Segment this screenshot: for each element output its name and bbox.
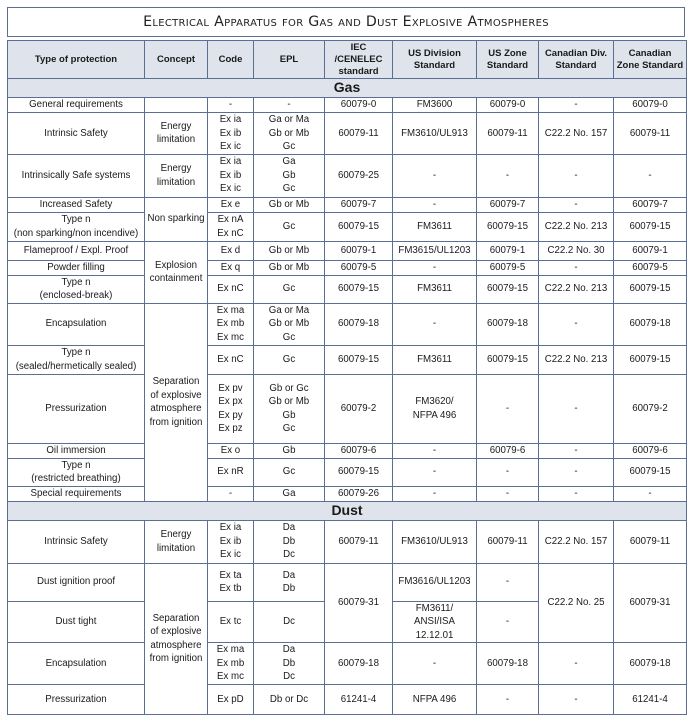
concept-line: of explosive [150,626,202,638]
canadian-zone-cell: 60079-6 [614,443,687,458]
usdiv-line: NFPA 496 [412,409,457,421]
code-line: Ex ib [219,169,242,181]
code-line: Ex ia [219,114,242,125]
epl-line: Gb [282,409,296,421]
protection-type: Flameproof / Expl. Proof [8,241,145,260]
epl-cell: Gc [254,458,325,486]
epl-cell: Gb or Mb [254,197,325,212]
protection-type: Intrinsic Safety [8,113,145,155]
epl-line: Gc [282,141,296,152]
canadian-zone-cell: 60079-15 [614,458,687,486]
protection-type: Intrinsically Safe systems [8,154,145,197]
us-division-cell: - [393,303,477,345]
table-row [8,303,687,345]
canadian-division-cell: - [539,374,614,443]
code-line: Ex px [218,396,243,407]
iec-cell: 60079-15 [325,345,393,374]
code-line: Ex ma [216,644,245,656]
epl-cell [254,113,325,155]
us-zone-cell: 60079-18 [477,643,539,685]
code-line: Ex pv [218,382,243,394]
us-zone-cell: 60079-11 [477,113,539,155]
canadian-division-cell: C22.2 No. 213 [539,212,614,241]
iec-cell: 60079-5 [325,260,393,275]
canadian-zone-cell: 60079-11 [614,520,687,563]
us-division-cell: FM3611 [393,275,477,303]
type-line: (restricted breathing) [31,473,121,484]
concept-line: Energy [160,120,192,132]
canadian-zone-cell: 61241-4 [614,685,687,715]
epl-line: Gb [282,169,296,181]
us-zone-cell: - [477,685,539,715]
table-row [8,443,687,458]
iec-cell: 60079-15 [325,458,393,486]
protection-type: Intrinsic Safety [8,520,145,563]
us-division-cell: - [393,443,477,458]
iec-cell: 60079-25 [325,154,393,197]
section-label: Gas [8,79,687,98]
concept-cell: Non sparking [145,197,208,241]
type-line: (sealed/hermetically sealed) [15,360,137,372]
us-division-cell: NFPA 496 [393,685,477,715]
protection-type: Encapsulation [8,643,145,685]
code-cell: Ex q [208,260,254,275]
code-cell [208,643,254,685]
protection-type [8,345,145,374]
epl-cell [254,303,325,345]
section-gas [8,79,687,98]
canadian-division-cell: - [539,685,614,715]
header-code: Code [208,41,254,79]
usdiv-line: FM3611/ [415,602,454,614]
us-division-cell: FM3600 [393,98,477,113]
code-cell: Ex nC [208,275,254,303]
table-row [8,212,687,241]
iec-cell: 60079-26 [325,486,393,501]
canadian-zone-cell: - [614,486,687,501]
canadian-division-cell: - [539,443,614,458]
us-zone-cell: - [477,374,539,443]
epl-line: Gb or Mb [268,396,310,407]
concept-line: Separation [152,612,200,624]
code-cell [208,154,254,197]
epl-cell: Gc [254,275,325,303]
table-row [8,374,687,443]
protection-type: Dust ignition proof [8,563,145,601]
iec-cell: 60079-1 [325,241,393,260]
epl-cell: Gc [254,345,325,374]
canadian-zone-cell: 60079-31 [614,563,687,643]
epl-cell [254,520,325,563]
code-line: Ex ib [219,127,242,139]
table-row [8,260,687,275]
epl-line: Da [282,569,296,581]
epl-cell: Ga [254,486,325,501]
table-row [8,345,687,374]
us-zone-cell: 60079-0 [477,98,539,113]
canadian-division-cell: C22.2 No. 157 [539,520,614,563]
table-title: Electrical Apparatus for Gas and Dust Explosive Atmospheres [7,7,685,37]
code-cell: Ex o [208,443,254,458]
epl-line: Ga or Ma [268,304,310,316]
concept-line: limitation [156,176,196,188]
code-cell [208,563,254,601]
code-cell: Ex pD [208,685,254,715]
us-division-cell: - [393,643,477,685]
epl-cell [254,154,325,197]
us-zone-cell: 60079-11 [477,520,539,563]
concept-line: from ignition [149,653,203,665]
iec-cell: 60079-18 [325,643,393,685]
code-cell: Ex d [208,241,254,260]
iec-cell: 60079-15 [325,275,393,303]
us-zone-cell: 60079-7 [477,197,539,212]
us-zone-cell: 60079-15 [477,212,539,241]
concept-line: Energy [160,529,192,540]
concept-line: of explosive [150,389,202,401]
concept-line: limitation [156,542,196,554]
type-line: Type n [61,214,91,225]
canadian-zone-cell: 60079-11 [614,113,687,155]
header-epl: EPL [254,41,325,79]
us-zone-cell: 60079-18 [477,303,539,345]
usdiv-line: ANSI/ISA 12.12.01 [414,616,455,641]
epl-cell [254,374,325,443]
iec-cell: 60079-0 [325,98,393,113]
protection-type: General requirements [8,98,145,113]
code-line: Ex ib [219,535,242,547]
us-division-cell: FM3610/UL913 [393,113,477,155]
header-type: Type of protection [8,41,145,79]
epl-line: Da [282,644,296,656]
code-line: Ex ia [219,522,242,534]
protection-type: Pressurization [8,685,145,715]
canadian-division-cell: - [539,154,614,197]
table-row [8,486,687,501]
code-line: Ex mb [216,318,245,330]
epl-line: Db [282,535,296,547]
canadian-zone-cell: 60079-5 [614,260,687,275]
concept-cell [145,98,208,113]
us-division-cell: FM3615/UL1203 [393,241,477,260]
code-cell [208,374,254,443]
epl-line: Ga or Ma [268,114,310,125]
code-line: Ex ia [219,156,242,168]
us-division-cell: FM3611 [393,345,477,374]
us-zone-cell: 60079-6 [477,443,539,458]
table-row [8,563,687,601]
concept-cell [145,303,208,501]
concept-line: from ignition [149,416,203,428]
code-cell [208,520,254,563]
epl-line: Dc [283,549,295,561]
header-us-zone: US Zone Standard [477,41,539,79]
canadian-division-cell: C22.2 No. 213 [539,275,614,303]
canadian-division-cell: - [539,260,614,275]
epl-cell: Dc [254,601,325,643]
header-canadian-zone: Canadian Zone Standard [614,41,687,79]
epl-line: Ga [282,156,296,168]
type-line: (enclosed-break) [39,290,113,301]
us-division-cell: - [393,197,477,212]
header-concept: Concept [145,41,208,79]
standards-table [7,40,687,715]
canadian-zone-cell: 60079-2 [614,374,687,443]
concept-cell [145,563,208,715]
canadian-zone-cell: - [614,154,687,197]
code-cell: Ex nR [208,458,254,486]
us-division-cell [393,601,477,643]
canadian-division-cell: C22.2 No. 157 [539,113,614,155]
us-zone-cell: 60079-15 [477,345,539,374]
table-row [8,643,687,685]
canadian-division-cell: - [539,303,614,345]
epl-line: Dc [283,671,295,683]
protection-type: Powder filling [8,260,145,275]
usdiv-line: FM3620/ [415,396,454,407]
iec-cell: 60079-31 [325,563,393,643]
table-row [8,458,687,486]
epl-line: Gc [282,423,296,434]
canadian-division-cell: - [539,643,614,685]
code-line: Ex nC [217,227,244,239]
canadian-zone-cell: 60079-7 [614,197,687,212]
canadian-zone-cell: 60079-15 [614,275,687,303]
code-cell: Ex nC [208,345,254,374]
table-row [8,520,687,563]
canadian-division-cell: C22.2 No. 213 [539,345,614,374]
code-line: Ex ic [220,183,241,195]
code-line: Ex ic [220,549,241,561]
iec-cell: 60079-7 [325,197,393,212]
protection-type: Dust tight [8,601,145,643]
canadian-division-cell: - [539,98,614,113]
code-line: Ex ma [216,304,245,316]
code-cell: - [208,486,254,501]
canadian-zone-cell: 60079-15 [614,212,687,241]
canadian-zone-cell: 60079-0 [614,98,687,113]
type-line: Type n [61,459,91,471]
concept-line: atmosphere [150,403,202,414]
type-line: Type n [61,276,91,288]
table-row [8,197,687,212]
canadian-division-cell: C22.2 No. 30 [539,241,614,260]
epl-line: Db [282,657,296,669]
code-line: Ex mc [217,331,244,343]
epl-line: Gb or Mb [268,127,310,139]
table-row [8,241,687,260]
protection-type: Special requirements [8,486,145,501]
epl-cell: Gb or Mb [254,241,325,260]
us-zone-cell: 60079-15 [477,275,539,303]
header-iec: IEC /CENELEC standard [325,41,393,79]
us-division-cell [393,374,477,443]
code-line: Ex mc [217,671,244,683]
protection-type: Pressurization [8,374,145,443]
canadian-division-cell: C22.2 No. 25 [539,563,614,643]
protection-type [8,212,145,241]
code-cell [208,113,254,155]
us-zone-cell: - [477,154,539,197]
epl-cell: Gc [254,212,325,241]
code-line: Ex pz [218,423,243,434]
canadian-zone-cell: 60079-18 [614,303,687,345]
code-line: Ex nA [217,214,244,225]
table-row [8,98,687,113]
epl-cell: Gb or Mb [254,260,325,275]
us-zone-cell: 60079-1 [477,241,539,260]
code-line: Ex py [218,409,243,421]
protection-type [8,275,145,303]
epl-cell [254,643,325,685]
us-division-cell: - [393,486,477,501]
concept-line: containment [149,273,203,284]
epl-line: Gb or Mb [268,318,310,330]
concept-line: limitation [156,134,196,146]
epl-cell: Gb [254,443,325,458]
concept-cell [145,520,208,563]
iec-cell: 60079-11 [325,113,393,155]
iec-cell: 60079-11 [325,520,393,563]
epl-line: Gc [282,331,296,343]
epl-line: Da [282,522,296,534]
protection-type [8,458,145,486]
canadian-zone-cell: 60079-18 [614,643,687,685]
epl-cell: - [254,98,325,113]
table-row [8,113,687,155]
us-division-cell: - [393,154,477,197]
concept-line: Energy [160,163,192,174]
us-division-cell: - [393,260,477,275]
us-division-cell: FM3610/UL913 [393,520,477,563]
concept-cell [145,113,208,155]
header-canadian-division: Canadian Div. Standard [539,41,614,79]
us-zone-cell: - [477,563,539,601]
protection-type: Encapsulation [8,303,145,345]
epl-cell [254,563,325,601]
epl-cell: Db or Dc [254,685,325,715]
iec-cell: 60079-2 [325,374,393,443]
code-cell [208,212,254,241]
code-cell: - [208,98,254,113]
protection-type: Oil immersion [8,443,145,458]
canadian-zone-cell: 60079-15 [614,345,687,374]
concept-line: Separation [152,376,200,387]
code-cell [208,303,254,345]
us-zone-cell: 60079-5 [477,260,539,275]
canadian-division-cell: - [539,458,614,486]
section-dust [8,501,687,520]
us-division-cell: FM3611 [393,212,477,241]
header-row [8,41,687,79]
epl-line: Db [282,583,296,594]
protection-type: Increased Safety [8,197,145,212]
concept-cell [145,241,208,303]
code-line: Ex mb [216,657,245,669]
concept-line: atmosphere [150,639,202,651]
epl-line: Gc [282,183,296,195]
type-line: (non sparking/non incendive) [13,227,139,239]
us-zone-cell: - [477,458,539,486]
iec-cell: 60079-15 [325,212,393,241]
us-division-cell: - [393,458,477,486]
concept-cell [145,154,208,197]
code-line: Ex tb [219,583,242,594]
table-row [8,275,687,303]
iec-cell: 60079-6 [325,443,393,458]
canadian-division-cell: - [539,486,614,501]
concept-line: Explosion [154,259,197,271]
canadian-zone-cell: 60079-1 [614,241,687,260]
iec-cell: 61241-4 [325,685,393,715]
code-cell: Ex e [208,197,254,212]
canadian-division-cell: - [539,197,614,212]
type-line: Type n [61,347,91,358]
header-us-division: US Division Standard [393,41,477,79]
table-row [8,685,687,715]
code-line: Ex ta [219,569,242,581]
section-label: Dust [8,501,687,520]
code-cell: Ex tc [208,601,254,643]
iec-cell: 60079-18 [325,303,393,345]
us-zone-cell: - [477,486,539,501]
epl-line: Gb or Gc [269,382,309,394]
table-row [8,154,687,197]
code-line: Ex ic [220,141,241,152]
us-zone-cell: - [477,601,539,643]
us-division-cell: FM3616/UL1203 [393,563,477,601]
